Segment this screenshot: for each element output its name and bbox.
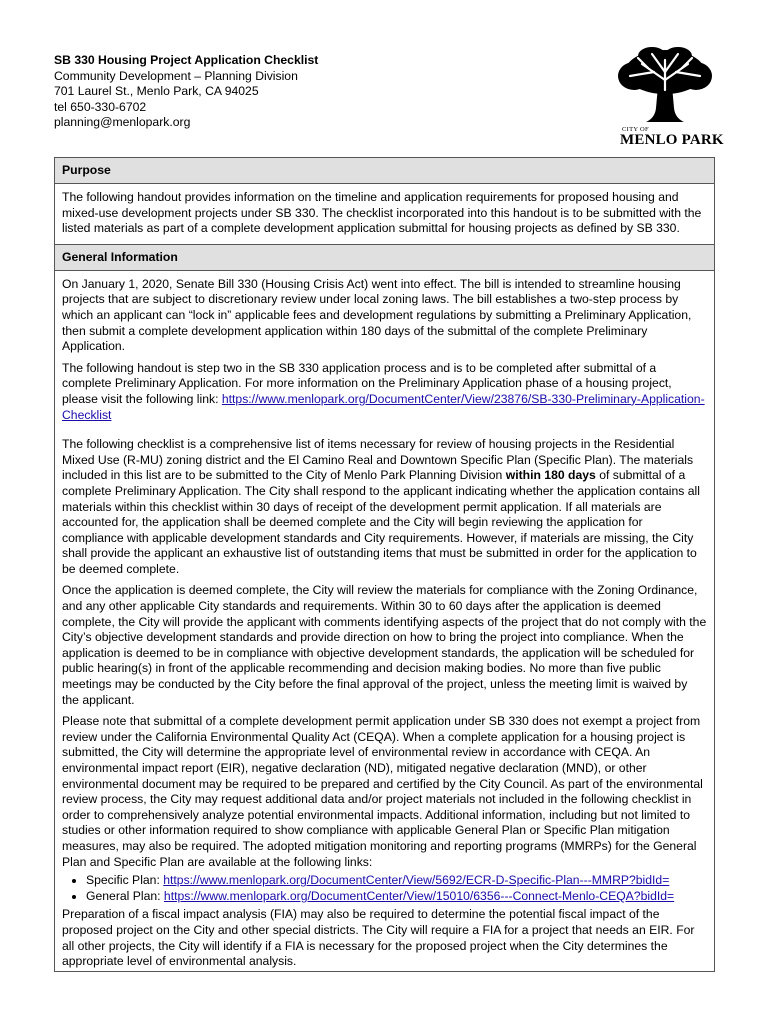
paragraph-3-text-b: of submittal of a complete Preliminary Application. The City shall respond to the applicant indicating whether the application contains all materials within this checklist within 30 days of receipt of the development permit application. If all materials are accounted for, the application shall be deemed complete and the City will begin reviewing the application for compliance with applicable development standards and City requirements. However, if materials are missing, the City shall provide the applicant an exhaustive list of outstanding items that must be submitted in order for the application to be deemed complete. <box>62 468 700 576</box>
oak-tree-icon <box>612 46 718 126</box>
document-title: SB 330 Housing Project Application Checklist <box>54 53 319 67</box>
logo-city-of: CITY OF <box>622 126 649 133</box>
paragraph-3-text-a: The following checklist is a comprehensive list of items necessary for review of housing projects in the Residential Mixed Use (R-MU) zoning district and the El Camino Real and Downtown Specific Plan (Specific Plan). The materials included in this list are to be submitted to the City of Menlo Park Planning Division <box>62 437 694 483</box>
general-paragraph-1: On January 1, 2020, Senate Bill 330 (Housing Crisis Act) went into effect. The bill is intended to streamline housing projects that are subject to discretionary review under local zoning laws. The bill establishes a two-step process by which an applicant can “lock in” applicable fees and development regulations by submitting a Preliminary Application, then submit a complete development application within 180 days of the submittal of the complete Preliminary Application. <box>62 276 692 354</box>
list-item <box>86 873 707 889</box>
mmrp-links-list <box>62 873 707 904</box>
general-paragraph-2 <box>62 361 707 423</box>
address-line: 701 Laurel St., Menlo Park, CA 94025 <box>54 84 259 99</box>
general-information-heading: General Information <box>55 244 714 271</box>
general-plan-label: General Plan: <box>86 888 164 903</box>
paragraph-2-text: The following handout is step two in the SB 330 application process and is to be completed after submittal of a complete Preliminary Application. For more information on the Preliminary Application phase of a housing project, please visit the following link: <box>62 360 672 406</box>
purpose-text: The following handout provides information on the timeline and application requirements for proposed housing and mixed-use development projects under SB 330. The checklist incorporated into this handout is to be submitted with the listed materials as part of a complete development application submittal for housing projects as defined by SB 330. <box>62 190 702 236</box>
logo-menlo-park: MENLO PARK <box>620 132 724 148</box>
specific-plan-link[interactable]: https://www.menlopark.org/DocumentCenter/View/5692/ECR-D-Specific-Plan---MMRP?bidId= <box>163 873 670 888</box>
paragraph-3-bold: within 180 days <box>505 468 596 483</box>
purpose-heading: Purpose <box>55 158 714 184</box>
preliminary-application-link[interactable]: https://www.menlopark.org/DocumentCenter/View/23876/SB-330-Preliminary-Application-Checklist <box>62 391 705 422</box>
general-information-section <box>55 271 714 970</box>
division-line: Community Development – Planning Division <box>54 68 298 83</box>
general-paragraph-6: Preparation of a fiscal impact analysis (FIA) may also be required to determine the potential fiscal impact of the proposed project on the City and other special districts. The City will require a FIA for a project that needs an EIR. For all other projects, the City will identify if a FIA is necessary for the proposed project when the City determines the appropriate level of environmental analysis. <box>62 907 695 969</box>
document-header <box>54 53 318 131</box>
specific-plan-label: Specific Plan: <box>86 873 164 888</box>
city-logo <box>612 46 724 150</box>
general-plan-link[interactable]: https://www.menlopark.org/DocumentCenter/View/15010/6356---Connect-Menlo-CEQA?bidId= <box>163 888 675 903</box>
checklist-content-box <box>54 157 715 972</box>
list-item <box>86 889 707 905</box>
general-paragraph-4: Once the application is deemed complete, the City will review the materials for compliance with the Zoning Ordinance, and any other applicable City standards and requirements. Within 30 to 60 days after the application is deemed complete, the City will provide the applicant with comments identifying aspects of the project that do not comply with the City’s objective development standards and provide direction on how to bring the project into compliance. When the application is deemed to be in compliance with objective development standards, the application will be scheduled for public hearing(s) in front of the applicable recommending and decision making bodies. No more than five public meetings may be conducted by the City before the final approval of the project, unless the meeting limit is waived by the applicant. <box>62 583 707 707</box>
email-line: planning@menlopark.org <box>54 115 191 130</box>
general-paragraph-3 <box>62 437 707 577</box>
general-paragraph-5: Please note that submittal of a complete development permit application under SB 330 does not exempt a project from review under the California Environmental Quality Act (CEQA). When a complete application for a housing project is submitted, the City will determine the appropriate level of environmental review in accordance with CEQA. An environmental impact report (EIR), negative declaration (ND), mitigated negative declaration (MND), or other environmental document may be required to be prepared and certified by the City Council. As part of the environmental review process, the City may request additional data and/or project materials not included in the following checklist in order to comprehensively analyze potential environmental impacts. Additional information, including but not limited to studies or other information required to show compliance with applicable General Plan or Specific Plan mitigation measures, may also be required. The adopted mitigation monitoring and reporting programs (MMRPs) for the General Plan and Specific Plan are available at the following links: <box>62 714 703 869</box>
phone-line: tel 650-330-6702 <box>54 99 147 114</box>
purpose-section <box>55 184 714 244</box>
